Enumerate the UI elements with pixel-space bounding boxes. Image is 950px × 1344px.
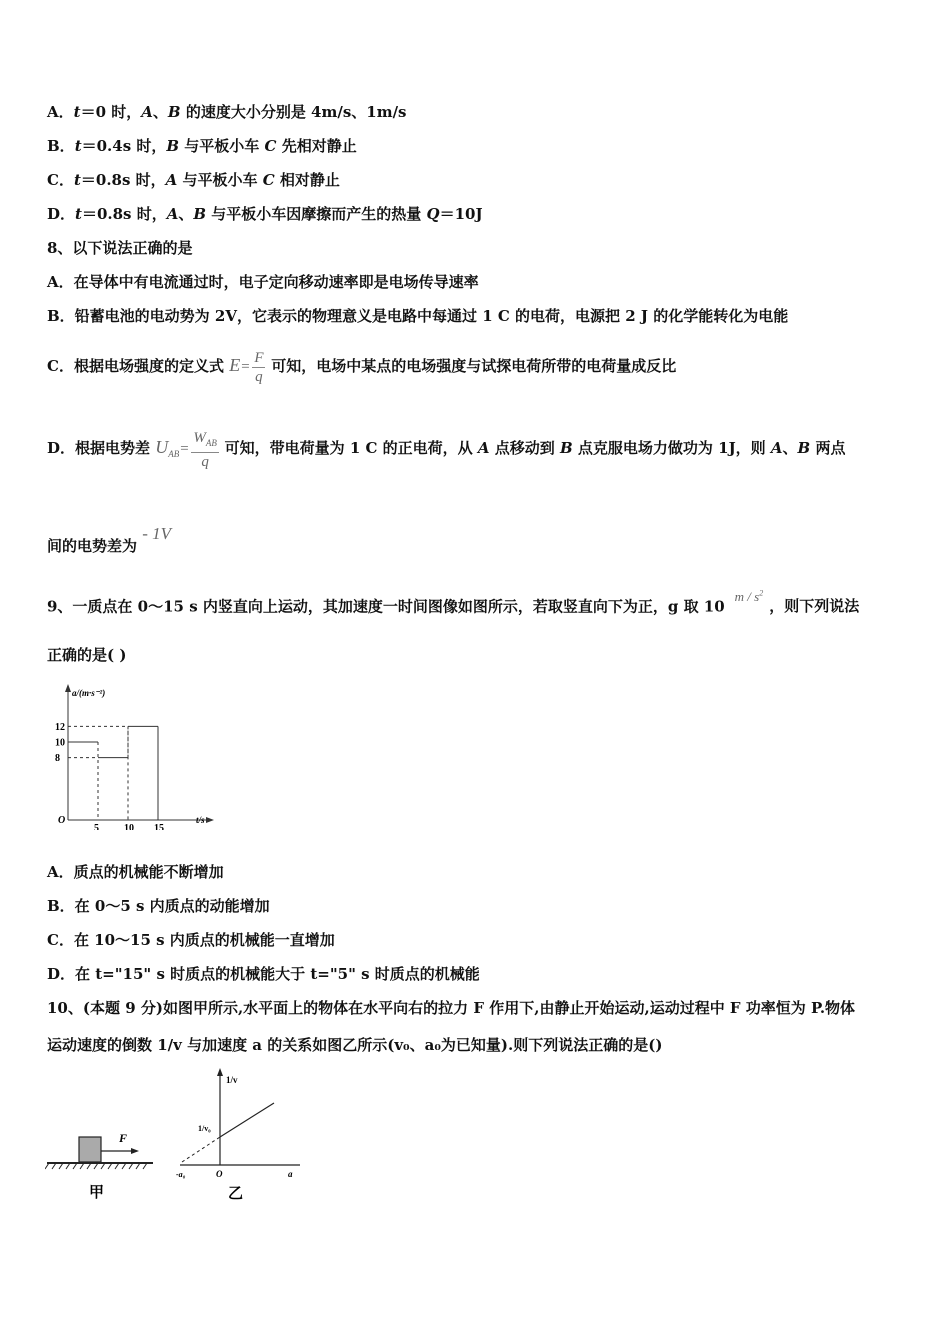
q9-option-a: A．质点的机械能不断增加	[47, 863, 224, 881]
q7-option-d: D．t＝0.8s 时，A、B 与平板小车因摩擦而产生的热量 Q＝10J	[47, 205, 483, 223]
yi-y-arrow-icon	[217, 1068, 223, 1076]
q9-option-d: D．在 t="15" s 时质点的机械能大于 t="5" s 时质点的机械能	[47, 965, 480, 983]
q9-option-c: C．在 10～15 s 内质点的机械能一直增加	[47, 931, 335, 949]
q10-stem-line2: 运动速度的倒数 1/v 与加速度 a 的关系如图乙所示(v₀、a₀为已知量).则下列说法正确的是()	[47, 1036, 663, 1054]
q9-stem: 9、一质点在 0～15 s 内竖直向上运动，其加速度一时间图像如图所示，若取竖直向下为正，g 取 $10m / s^2$，则下列说法	[47, 589, 860, 616]
force-label: F	[119, 1131, 128, 1145]
x-tick-label: 10	[124, 823, 134, 830]
q8-option-c: C．根据电场强度的定义式 E= $\frac{F}{q}$ 可知，电场中某点的电场强度与试探电荷所带的电荷量成反比	[47, 350, 677, 386]
q7-option-c: C．t＝0.8s 时，A 与平板小车 C 相对静止	[47, 171, 340, 189]
y-axis-arrow-icon	[65, 684, 71, 692]
y-tick-label: 10	[55, 737, 65, 749]
chart-marks	[68, 726, 158, 820]
yi-line	[220, 1103, 274, 1137]
figure-yi-caption: 乙	[228, 1186, 244, 1202]
yi-x-label: a	[288, 1169, 293, 1179]
q8-option-d-line2: 间的电势差为 - 1V	[47, 524, 172, 555]
q9-option-b: B．在 0～5 s 内质点的动能增加	[47, 897, 270, 915]
q7-option-b: B．t＝0.4s 时，B 与平板小车 C 先相对静止	[47, 137, 357, 155]
q8-option-b: B．铅蓄电池的电动势为 2V，它表示的物理意义是电路中每通过 1 C 的电荷，电源把 2 J 的化学能转化为电能	[47, 307, 789, 325]
yi-intercept-label: 1/v₀	[198, 1124, 211, 1133]
x-tick-label: 15	[154, 823, 164, 830]
yi-y-label: 1/v	[226, 1075, 238, 1085]
y-axis-label: a/(m·s⁻²)	[72, 688, 106, 698]
yi-extrapolation	[182, 1137, 220, 1162]
figure-jia-caption: 甲	[89, 1185, 105, 1201]
q9-stem-line2: 正确的是( )	[47, 646, 127, 664]
potential-difference-formula: $U_{AB}=$ $\frac{W_{AB}}{q}$	[155, 429, 217, 470]
block	[79, 1137, 101, 1162]
q8-option-d: D．根据电势差 $U_{AB}=$ $\frac{W_{AB}}{q}$ 可知，带电荷量为 1 C 的正电荷，从 A 点移动到 B 点克服电场力做功为 1J，则 A、B 两点	[47, 429, 846, 470]
chart-ticks	[55, 722, 164, 830]
y-tick-label: 8	[55, 753, 60, 765]
e-field-formula: E= $\frac{F}{q}$	[229, 350, 264, 386]
q8-stem: 8、以下说法正确的是	[47, 239, 193, 257]
origin-label: O	[58, 815, 66, 826]
x-axis-label: t/s	[196, 815, 205, 825]
q10-stem-line1: 10、(本题 9 分)如图甲所示,水平面上的物体在水平向右的拉力 F 作用下,由静止开始运动,运动过程中 F 功率恒为 P.物体	[47, 999, 856, 1017]
force-arrow-head-icon	[131, 1148, 139, 1154]
x-axis-arrow-icon	[206, 817, 214, 823]
yi-x-intercept-label: -a₀	[176, 1170, 186, 1179]
x-tick-label: 5	[94, 823, 99, 830]
q7-option-a: A．t＝0 时，A、B 的速度大小分别是 4m/s、1m/s	[47, 103, 407, 121]
q8-option-a: A．在导体中有电流通过时，电子定向移动速率即是电场传导速率	[47, 273, 479, 291]
acceleration-time-graph	[50, 680, 220, 830]
figure-jia	[45, 1125, 160, 1205]
figure-yi	[170, 1065, 310, 1205]
y-tick-label: 12	[55, 721, 65, 733]
yi-origin-label: O	[216, 1169, 223, 1179]
